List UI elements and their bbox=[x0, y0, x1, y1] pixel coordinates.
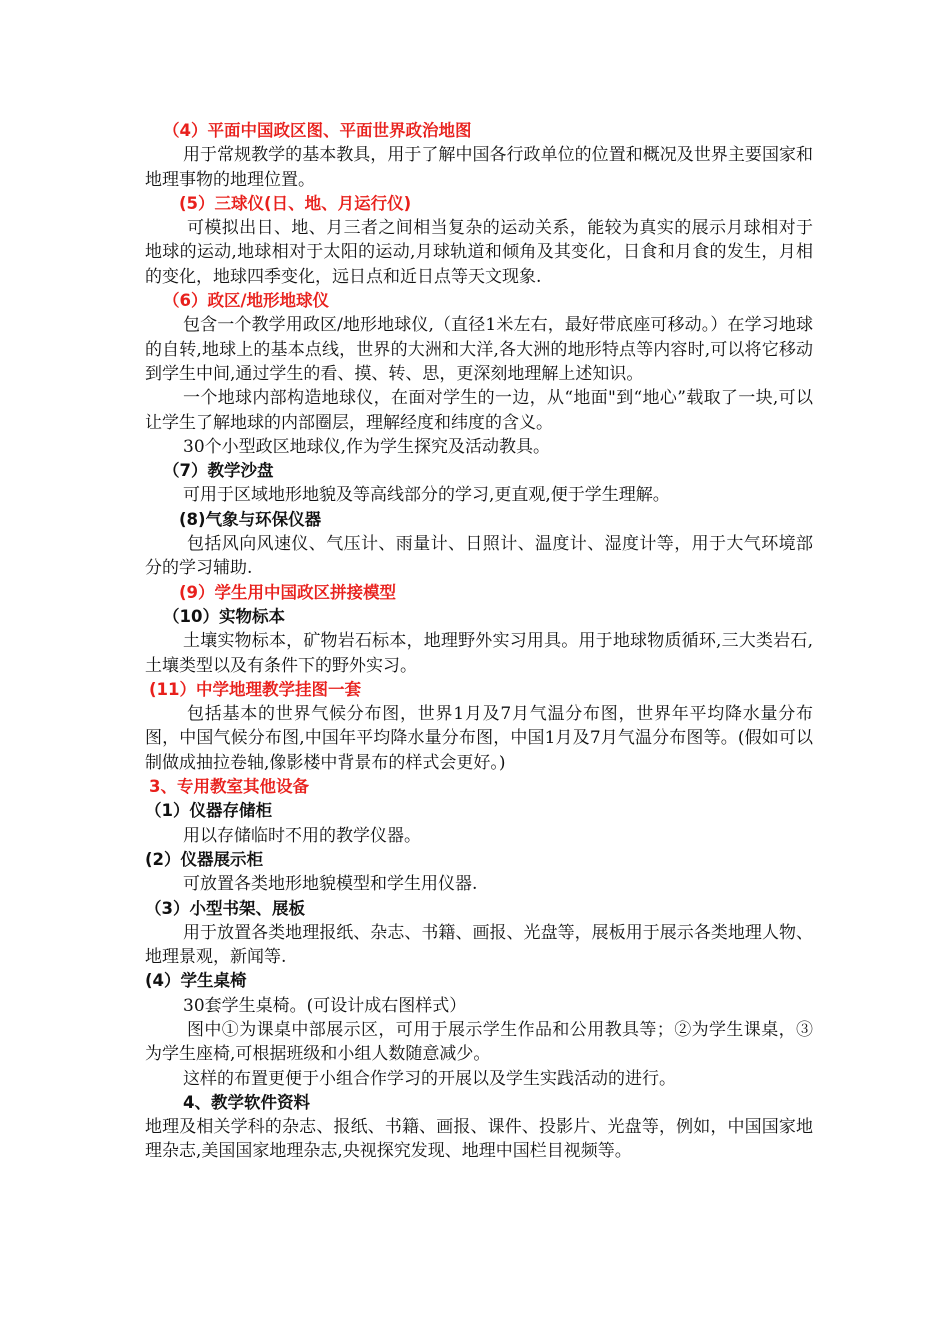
heading-display-cabinet: (2）仪器展示柜 bbox=[145, 849, 264, 869]
heading-tellurion: (5）三球仪(日、地、月运行仪) bbox=[179, 193, 412, 213]
heading-sand-table: （7）教学沙盘 bbox=[163, 461, 274, 481]
heading-software: 4、教学软件资料 bbox=[183, 1092, 310, 1112]
heading-desks: (4）学生桌椅 bbox=[145, 971, 247, 991]
para-tellurion: 可模拟出日、地、月三者之间相当复杂的运动关系，能较为真实的展示月球相对于地球的运动,地球相对于太阳的运动,月球轨道和倾角及其变化，日食和月食的发生，月相的变化，地球四季变化，远日点和近日点等天文现象. bbox=[145, 218, 813, 287]
para-bookshelf: 用于放置各类地理报纸、杂志、书籍、画报、光盘等，展板用于展示各类地理人物、地理景观，新闻等. bbox=[145, 922, 813, 968]
document-body bbox=[145, 119, 813, 1164]
para-desks-2: 图中①为课桌中部展示区，可用于展示学生作品和公用教具等；②为学生课桌，③为学生座椅,可根据班级和小组人数随意减少。 bbox=[145, 1019, 813, 1065]
heading-weather-instruments: (8)气象与环保仪器 bbox=[179, 509, 322, 529]
heading-wall-charts: (11）中学地理教学挂图一套 bbox=[149, 679, 362, 699]
para-wall-charts: 包括基本的世界气候分布图，世界1月及7月气温分布图，世界年平均降水量分布图，中国气候分布图,中国年平均降水量分布图，中国1月及7月气温分布图等。(假如可以制做成抽拉卷轴,像影楼中背景布的样式会更好。) bbox=[145, 704, 813, 773]
para-flat-maps: 用于常规教学的基本教具，用于了解中国各行政单位的位置和概况及世界主要国家和地理事物的地理位置。 bbox=[145, 145, 813, 190]
para-globe-1: 包含一个教学用政区/地形地球仪,（直径1米左右，最好带底座可移动。）在学习地球的自转,地球上的基本点线，世界的大洲和大洋,各大洲的地形特点等内容时,可以将它移动到学生中间,通过学生的看、摸、转、思，更深刻地理解上述知识。 bbox=[145, 315, 813, 384]
para-desks-3: 这样的布置更便于小组合作学习的开展以及学生实践活动的进行。 bbox=[183, 1068, 676, 1089]
para-display-cabinet: 可放置各类地形地貌模型和学生用仪器. bbox=[183, 874, 478, 895]
para-desks-1: 30套学生桌椅。(可设计成右图样式） bbox=[183, 995, 467, 1016]
para-sand-table: 可用于区域地形地貌及等高线部分的学习,更直观,便于学生理解。 bbox=[183, 485, 670, 506]
para-specimens: 土壤实物标本，矿物岩石标本，地理野外实习用具。用于地球物质循环,三大类岩石,土壤类型以及有条件下的野外实习。 bbox=[145, 631, 813, 676]
heading-storage-cabinet: （1）仪器存储柜 bbox=[145, 801, 272, 821]
para-globe-2: 一个地球内部构造地球仪，在面对学生的一边，从“地面"到“地心”载取了一块,可以让学生了解地球的内部圈层，理解经度和纬度的含义。 bbox=[145, 388, 813, 433]
heading-puzzle-model: (9）学生用中国政区拼接模型 bbox=[179, 582, 397, 602]
heading-flat-maps: （4）平面中国政区图、平面世界政治地图 bbox=[163, 121, 472, 140]
heading-globe: （6）政区/地形地球仪 bbox=[163, 291, 330, 311]
para-storage-cabinet: 用以存储临时不用的教学仪器。 bbox=[183, 825, 421, 846]
para-software: 地理及相关学科的杂志、报纸、书籍、画报、课件、投影片、光盘等，例如，中国国家地理杂志,美国国家地理杂志,央视探究发现、地理中国栏目视频等。 bbox=[145, 1117, 813, 1162]
heading-specimens: （10）实物标本 bbox=[163, 606, 285, 626]
heading-bookshelf: （3）小型书架、展板 bbox=[145, 898, 305, 918]
para-globe-3: 30个小型政区地球仪,作为学生探究及活动教具。 bbox=[183, 436, 551, 457]
para-weather-instruments: 包括风向风速仪、气压计、雨量计、日照计、温度计、湿度计等，用于大气环境部分的学习辅助. bbox=[145, 534, 813, 579]
heading-other-equipment: 3、专用教室其他设备 bbox=[149, 777, 309, 797]
